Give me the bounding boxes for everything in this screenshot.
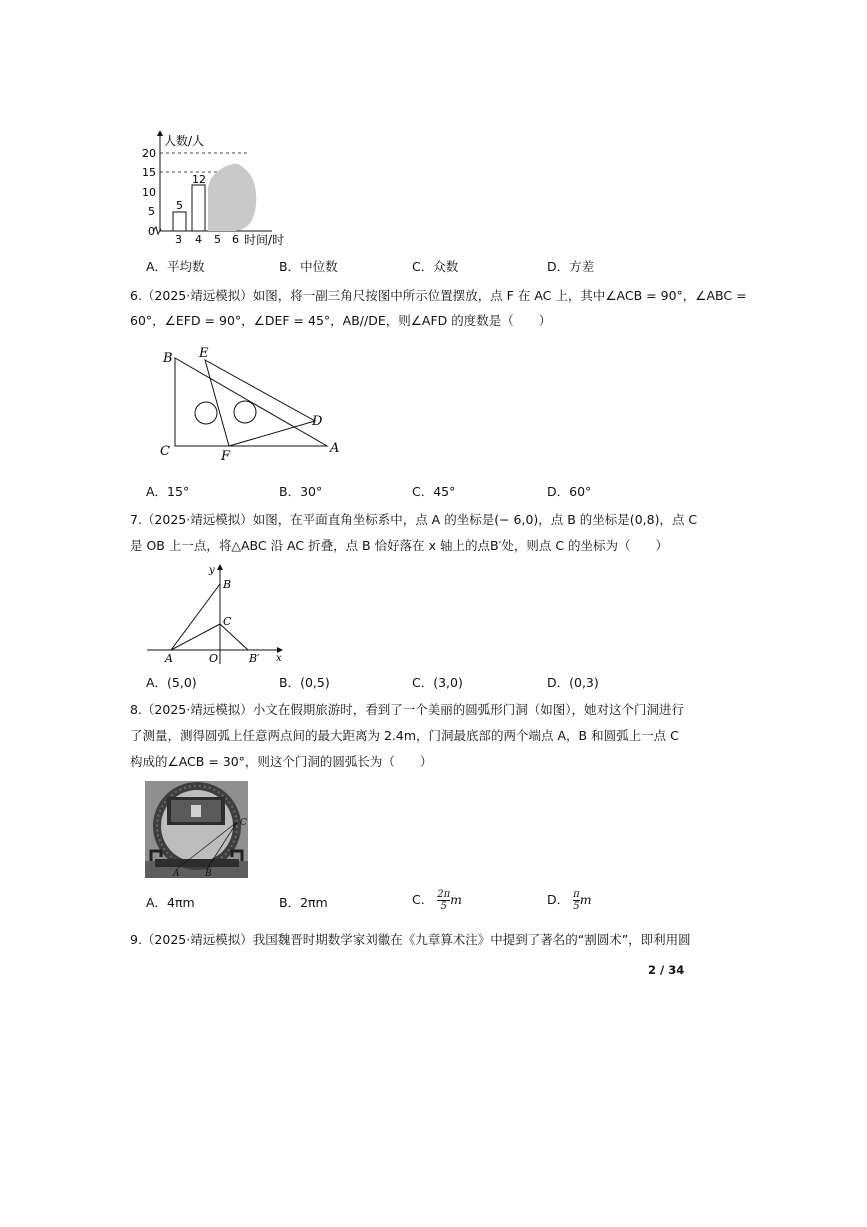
fraction-pi-over-5 bbox=[573, 889, 580, 912]
segment-ab bbox=[171, 584, 220, 650]
label-b-prime: B′ bbox=[249, 652, 260, 665]
y-tick: 10 bbox=[142, 186, 156, 199]
x-tick: 3 bbox=[175, 233, 182, 246]
q8-option-a: A．4πm bbox=[146, 895, 195, 910]
q6-option-d: D．60° bbox=[547, 484, 592, 499]
label-a: A bbox=[165, 652, 173, 665]
ink-stain-blot bbox=[208, 164, 256, 231]
label-f: F bbox=[221, 449, 231, 464]
q8-option-c bbox=[412, 889, 462, 912]
q6-option-a: A．15° bbox=[146, 484, 190, 499]
q8-option-b: B．2πm bbox=[279, 895, 328, 910]
option-label: C． bbox=[412, 892, 434, 907]
q6-option-b: B．30° bbox=[279, 484, 323, 499]
page-number: 2 / 34 bbox=[648, 963, 685, 977]
label-b: B bbox=[205, 869, 212, 878]
q7-text-line1: 7.（2025·靖远模拟）如图，在平面直角坐标系中，点 A 的坐标是(− 6,0)，点 B 的坐标是(0,8)，点 C bbox=[130, 512, 698, 527]
q5-option-b: B．中位数 bbox=[279, 259, 338, 274]
q7-option-b: B．(0,5) bbox=[279, 675, 330, 690]
coordinate-figure bbox=[143, 560, 293, 668]
y-tick: 5 bbox=[148, 205, 155, 218]
triangle-efd bbox=[205, 360, 315, 446]
triangle-rulers-figure bbox=[155, 342, 350, 464]
door-base bbox=[155, 859, 239, 867]
fraction-2pi-over-5 bbox=[437, 889, 450, 912]
q7-text-line2: 是 OB 上一点，将△ABC 沿 AC 折叠，点 B 恰好落在 x 轴上的点B′处，则点 C 的坐标为（ ） bbox=[130, 538, 669, 553]
q5-option-c: C．众数 bbox=[412, 259, 459, 274]
y-axis-arrow bbox=[217, 564, 223, 570]
label-c: C bbox=[160, 444, 170, 459]
circular-doorway-photo bbox=[145, 781, 248, 878]
bar-chart-figure bbox=[140, 128, 300, 246]
q8-option-d bbox=[547, 889, 592, 912]
q5-option-a: A．平均数 bbox=[146, 259, 205, 274]
q8-text-line2: 了测量，测得圆弧上任意两点间的最大距离为 2.4m，门洞最底部的两个端点 A，B 和圆弧上一点 C bbox=[130, 728, 679, 743]
y-tick: 15 bbox=[142, 166, 156, 179]
fraction-denominator: 5 bbox=[573, 901, 580, 912]
bar-value-label: 5 bbox=[176, 199, 183, 212]
q8-text-line1: 8.（2025·靖远模拟）小文在假期旅游时，看到了一个美丽的圆弧形门洞（如图），她对这个门洞进行 bbox=[130, 702, 684, 717]
option-label: D． bbox=[547, 892, 570, 907]
ruler-hole-left bbox=[195, 402, 217, 424]
fraction-numerator: 2π bbox=[437, 889, 451, 900]
x-tick: 5 bbox=[214, 233, 221, 246]
triangle-abc bbox=[175, 358, 327, 446]
x-tick: 6 bbox=[232, 233, 239, 246]
q6-option-c: C．45° bbox=[412, 484, 456, 499]
ruler-hole-right bbox=[234, 401, 256, 423]
q9-text-line1: 9.（2025·靖远模拟）我国魏晋时期数学家刘徽在《九章算术注》中提到了著名的“割圆术”，即利用圆 bbox=[130, 932, 691, 947]
unit-m: m bbox=[579, 892, 592, 907]
label-e: E bbox=[199, 346, 209, 361]
label-x: x bbox=[276, 653, 282, 664]
q6-text-line2: 60°，∠EFD = 90°，∠DEF = 45°，AB//DE，则∠AFD 的度数是（ ） bbox=[130, 313, 552, 328]
fraction-numerator: π bbox=[573, 889, 580, 900]
label-a: A bbox=[173, 869, 180, 878]
label-c: C bbox=[223, 615, 232, 628]
y-tick: 20 bbox=[142, 147, 156, 160]
label-b: B bbox=[223, 578, 232, 591]
q5-option-d: D．方差 bbox=[547, 259, 595, 274]
x-axis-label: 时间/时 bbox=[244, 233, 285, 246]
plaque-glyph bbox=[191, 805, 201, 817]
fraction-denominator: 5 bbox=[440, 901, 447, 912]
y-axis-arrow bbox=[157, 130, 163, 136]
bar-4 bbox=[192, 185, 205, 231]
q6-text-line1: 6.（2025·靖远模拟）如图，将一副三角尺按图中所示位置摆放，点 F 在 AC 上，其中∠ACB = 90°，∠ABC = bbox=[130, 288, 747, 303]
y-tick: 0 bbox=[148, 225, 155, 238]
q8-text-line3: 构成的∠ACB = 30°，则这个门洞的圆弧长为（ ） bbox=[130, 754, 433, 769]
label-a: A bbox=[330, 441, 340, 456]
label-b: B bbox=[163, 351, 173, 366]
label-o: O bbox=[209, 652, 219, 665]
label-c: C bbox=[240, 818, 247, 828]
q7-option-d: D．(0,3) bbox=[547, 675, 599, 690]
x-tick: 4 bbox=[195, 233, 202, 246]
label-d: D bbox=[312, 414, 323, 429]
q7-option-a: A．(5,0) bbox=[146, 675, 197, 690]
y-axis-label: 人数/人 bbox=[164, 134, 205, 148]
bar-value-label: 12 bbox=[192, 173, 206, 186]
bar-3 bbox=[173, 212, 186, 231]
segment-ac bbox=[171, 624, 220, 650]
unit-m: m bbox=[450, 892, 463, 907]
q7-option-c: C．(3,0) bbox=[412, 675, 463, 690]
label-y: y bbox=[209, 565, 215, 576]
